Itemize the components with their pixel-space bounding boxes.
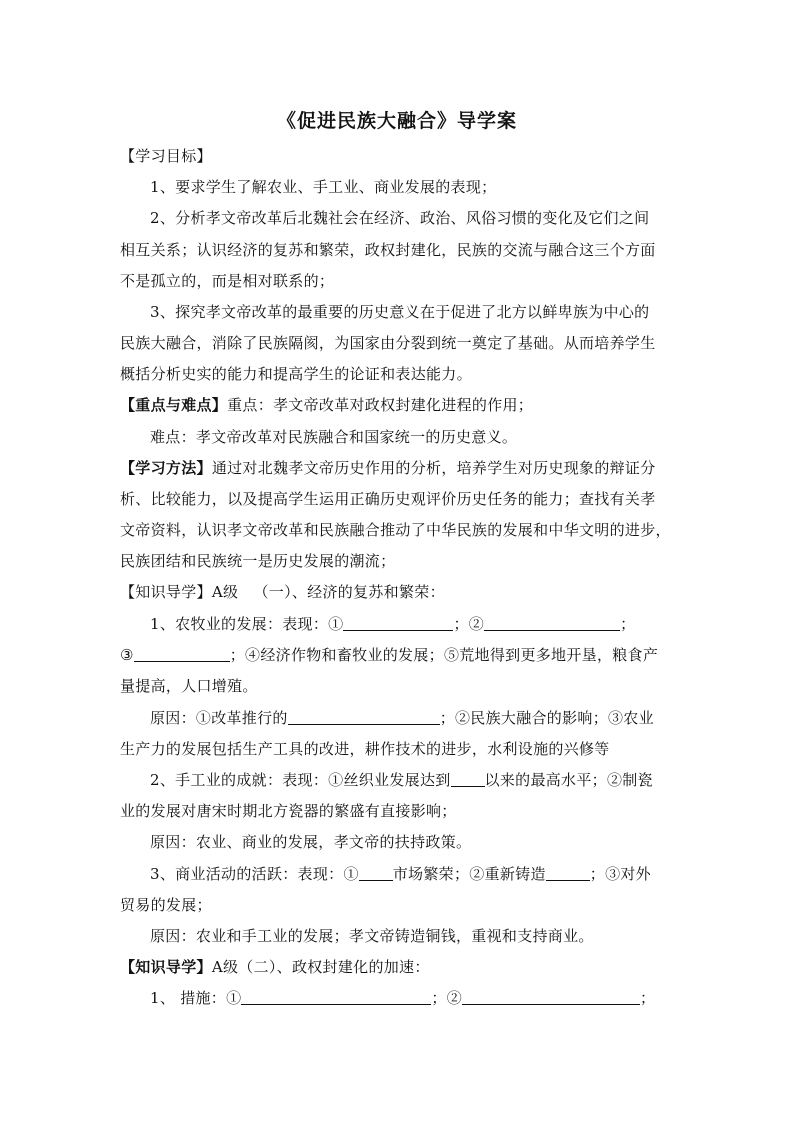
measures-sep: ；② (431, 989, 463, 1007)
objective-1: 1、要求学生了解农业、手工业、商业发展的表现； (150, 178, 497, 196)
agri-sep-1: ；② (453, 615, 485, 633)
trade-line-1 (150, 864, 651, 884)
trade-blank-1[interactable] (359, 865, 393, 881)
agri-reason-line-1 (150, 708, 654, 728)
guide-a2-heading-line (120, 957, 430, 977)
trade-reason: 原因：农业和手工业的发展；孝文帝铸造铜钱，重视和支持商业。 (150, 927, 594, 945)
agri-blank-3[interactable] (134, 646, 230, 662)
measures-blank-1[interactable] (241, 989, 431, 1005)
trade-mid-1: 市场繁荣；②重新铸造 (392, 865, 546, 883)
objective-3-line-1: 3、探究孝文帝改革的最重要的历史意义在于促进了北方以鲜卑族为中心的 (150, 303, 650, 321)
craft-line-1 (150, 770, 653, 790)
document-title: 《促进民族大融合》导学案 (276, 110, 517, 132)
agri-reason-blank[interactable] (288, 709, 440, 725)
guide-a1-level: A级 (211, 583, 239, 601)
trade-line-2: 贸易的发展； (120, 896, 212, 914)
method-line-4: 民族团结和民族统一是历史发展的潮流； (120, 552, 396, 570)
method-line-2: 析、比较能力，以及提高学生运用正确历史观评价历史任务的能力；查找有关孝 (120, 490, 656, 508)
key-point-text: 重点：孝文帝改革对政权封建化进程的作用； (227, 396, 534, 414)
agri-line-3: 量提高，人口增殖。 (120, 677, 258, 695)
measures-start: 1、 措施：① (150, 989, 242, 1007)
guide-a2-subtitle: （二）、政权封建化的加速： (238, 958, 430, 976)
method-text-1: 通过对北魏孝文帝历史作用的分析，培养学生对历史现象的辩证分 (211, 459, 656, 477)
agri-reason-rest: ；②民族大融合的影响；③农业 (439, 709, 654, 727)
craft-blank[interactable] (451, 771, 485, 787)
craft-start: 2、手工业的成就：表现：①丝织业发展达到 (150, 771, 451, 789)
objective-2-line-3: 不是孤立的，而是相对联系的； (120, 272, 335, 290)
objective-2-line-2: 相互关系；认识经济的复苏和繁荣，政权封建化，民族的交流与融合这三个方面 (120, 241, 656, 259)
agri-blank-2[interactable] (484, 615, 620, 631)
objective-2-line-1: 2、分析孝文帝改革后北魏社会在经济、政治、风俗习惯的变化及它们之间 (150, 209, 650, 227)
difficult-point-text: 难点：孝文帝改革对民族融合和国家统一的历史意义。 (150, 428, 518, 446)
trade-mid-2: ；③对外 (589, 865, 651, 883)
trade-start: 3、商业活动的活跃：表现：① (150, 865, 359, 883)
key-points-heading: 【重点与难点】 (120, 396, 228, 414)
objectives-heading: 【学习目标】 (120, 147, 212, 165)
method-line-3: 文帝资料，认识孝文帝改革和民族融合推动了中华民族的发展和中华文明的进步， (120, 521, 671, 539)
craft-rest: 以来的最高水平；②制瓷 (484, 771, 653, 789)
trade-blank-2[interactable] (546, 865, 590, 881)
agri-reason-line-2: 生产力的发展包括生产工具的改进，耕作技术的进步，水利设施的兴修等 (120, 740, 610, 758)
agri-label: 1、农牧业的发展：表现：① (150, 615, 344, 633)
measures-end: ； (640, 989, 656, 1007)
method-heading: 【学习方法】 (120, 459, 212, 477)
craft-reason: 原因：农业、商业的发展，孝文帝的扶持政策。 (150, 833, 472, 851)
key-points-line (120, 395, 533, 415)
guide-a1-heading-line (120, 582, 445, 602)
guide-a1-heading: 【知识导学】 (120, 583, 212, 601)
craft-line-2: 业的发展对唐宋时期北方瓷器的繁盛有直接影响； (120, 802, 457, 820)
agri-sep-2: ； (620, 615, 636, 633)
agri-reason-start: 原因：①改革推行的 (150, 709, 288, 727)
agri-l2-rest: ；④经济作物和畜牧业的发展；⑤荒地得到更多地开垦，粮食产 (229, 646, 659, 664)
agri-line-2 (120, 645, 658, 665)
agri-blank-1[interactable] (343, 615, 453, 631)
agri-l2-start: ③ (120, 646, 134, 664)
guide-a2-level: A级 (211, 958, 239, 976)
objective-3-line-2: 民族大融合，消除了民族隔阂，为国家由分裂到统一奠定了基础。从而培养学生 (120, 334, 656, 352)
objective-3-line-3: 概括分析史实的能力和提高学生的论证和表达能力。 (120, 365, 472, 383)
method-line-1 (120, 458, 656, 478)
measures-blank-2[interactable] (462, 989, 640, 1005)
agri-line-1 (150, 614, 635, 634)
guide-a1-subtitle: （一）、经济的复苏和繁荣： (253, 583, 445, 601)
guide-a2-heading: 【知识导学】 (120, 958, 212, 976)
measures-line (150, 988, 655, 1008)
